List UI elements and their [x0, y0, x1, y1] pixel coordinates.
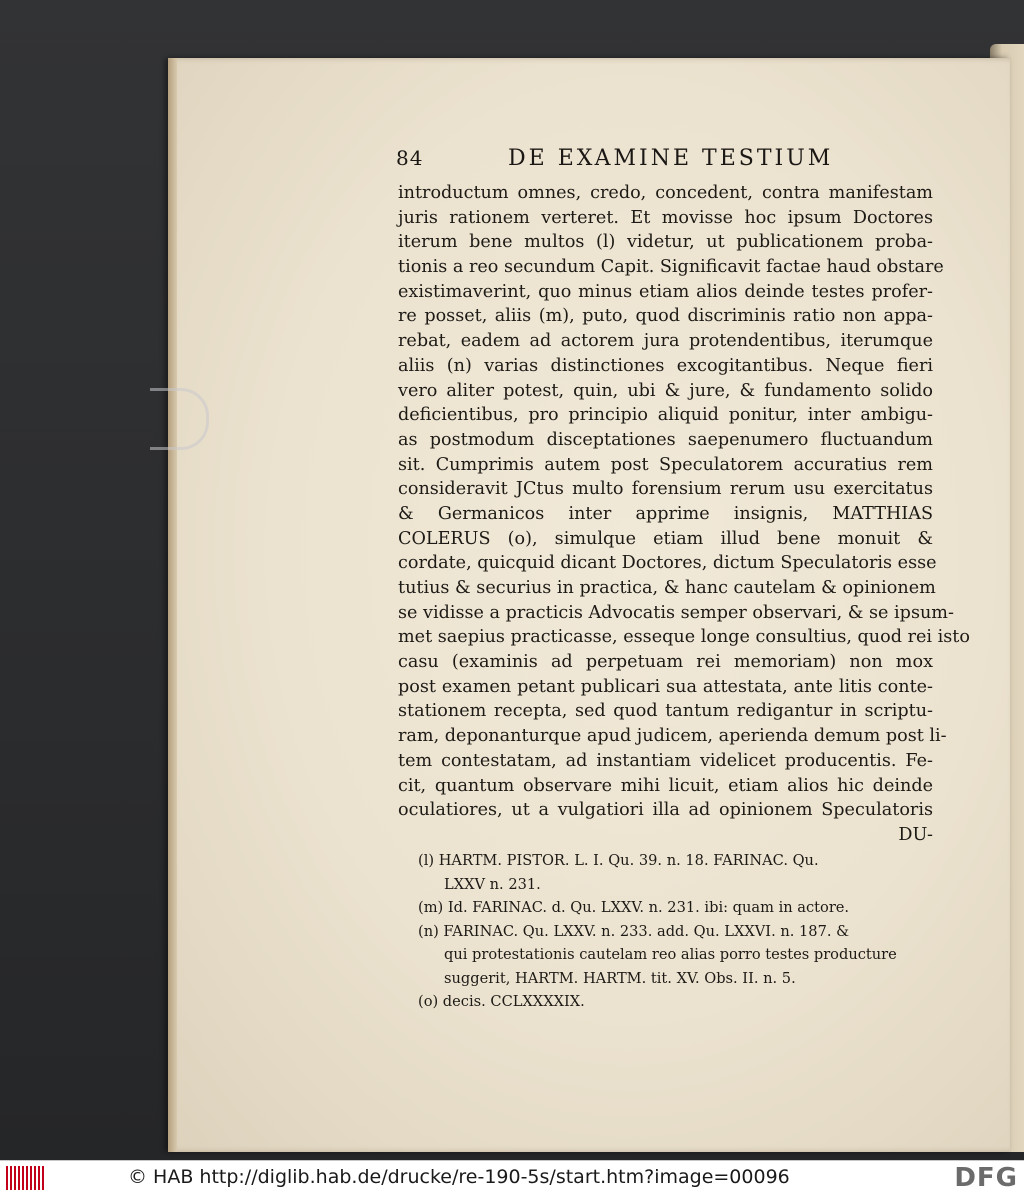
body-line: introductum omnes, credo, concedent, contra manifestam [398, 183, 933, 203]
dfg-logo: DFG [954, 1163, 1018, 1193]
body-line: consideravit JCtus multo forensium rerum usu exercitatus [398, 479, 933, 500]
body-line: tem contestatam, ad instantiam videlicet producentis. Fe- [398, 750, 933, 771]
body-line: re posset, aliis (m), puto, quod discriminis ratio non appa- [398, 306, 933, 327]
catchword: DU- [898, 824, 933, 845]
body-text [398, 181, 970, 848]
body-line: aliis (n) varias distinctiones excogitantibus. Neque fieri [398, 355, 933, 376]
body-line: sit. Cumprimis autem post Speculatorem accuratius rem [398, 454, 933, 475]
body-line: oculatiores, ut a vulgatiori illa ad opinionem Speculatoris [398, 800, 933, 821]
body-line: existimaverint, quo minus etiam alios deinde testes profer- [398, 281, 933, 302]
body-line: & Germanicos inter apprime insignis, MATTHIAS [398, 503, 933, 524]
body-line: rebat, eadem ad actorem jura protendentibus, iterumque [398, 331, 933, 352]
body-line: deficientibus, pro principio aliquid ponitur, inter ambigu- [398, 405, 933, 426]
footnote-line: LXXV n. 231. [444, 875, 541, 893]
footnote-line: (n) FARINAC. Qu. LXXV. n. 233. add. Qu. LXXVI. n. 187. & [418, 922, 850, 940]
body-line: stationem recepta, sed quod tantum redigantur in scriptu- [398, 701, 933, 722]
body-line: post examen petant publicari sua attestata, ante litis conte- [398, 676, 933, 697]
page-number: 84 [396, 146, 424, 170]
body-line: met saepius practicasse, esseque longe consultius, quod rei isto [398, 627, 970, 648]
footnote-line: (m) Id. FARINAC. d. Qu. LXXV. n. 231. ibi: quam in actore. [418, 899, 850, 916]
body-line: cit, quantum observare mihi licuit, etiam alios hic deinde [398, 775, 933, 796]
body-line: tionis a reo secundum Capit. Significavit factae haud obstare [398, 257, 944, 278]
footer-bar [0, 1160, 1024, 1195]
body-line: casu (examinis ad perpetuam rei memoriam) non mox [398, 652, 933, 673]
body-line: juris rationem verteret. Et movisse hoc ipsum Doctores [398, 207, 933, 228]
body-line: COLERUS (o), simulque etiam illud bene monuit & [398, 528, 933, 549]
hab-logo-icon [6, 1166, 46, 1190]
footnote-line: suggerit, HARTM. HARTM. tit. XV. Obs. II. n. 5. [444, 969, 796, 987]
body-line: as postmodum disceptationes saepenumero fluctuandum [398, 429, 933, 450]
page-gutter [168, 58, 177, 1152]
footnote-line: qui protestationis cautelam reo alias porro testes producture [444, 946, 897, 963]
body-line: ram, deponanturque apud judicem, aperienda demum post li- [398, 726, 947, 747]
citation-link[interactable]: © HAB http://diglib.hab.de/drucke/re-190-5s/start.htm?image=00096 [128, 1166, 790, 1188]
body-line: cordate, quicquid dicant Doctores, dictum Speculatoris esse [398, 553, 937, 574]
body-line: vero aliter potest, quin, ubi & jure, & fundamento solido [398, 380, 933, 401]
footnote-line: (l) HARTM. PISTOR. L. I. Qu. 39. n. 18. FARINAC. Qu. [418, 852, 819, 869]
body-line: iterum bene multos (l) videtur, ut publicationem proba- [398, 232, 933, 253]
page-clip [150, 388, 209, 450]
footnote-line: (o) decis. CCLXXXXIX. [418, 993, 585, 1010]
body-line: se vidisse a practicis Advocatis semper observari, & se ipsum- [398, 602, 954, 623]
footnotes [418, 849, 933, 1014]
page-header [396, 146, 936, 176]
body-line: tutius & securius in practica, & hanc cautelam & opinionem [398, 578, 936, 598]
running-title: DE EXAMINE TESTIUM [508, 146, 834, 171]
